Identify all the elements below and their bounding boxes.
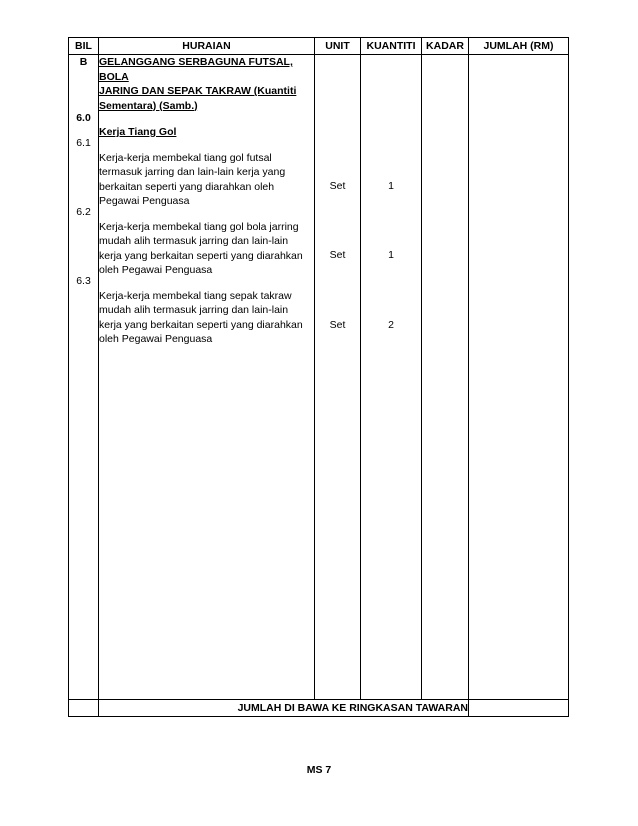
item-quantity: 1 (388, 249, 394, 261)
header-jumlah: JUMLAH (RM) (469, 38, 569, 55)
item-description-line: oleh Pegawai Penguasa (99, 333, 213, 345)
item-description-line: termasuk jarring dan lain-lain kerja yang (99, 166, 286, 178)
total-carried-label: JUMLAH DI BAWA KE RINGKASAN TAWARAN (99, 700, 469, 717)
header-unit: UNIT (315, 38, 361, 55)
item-bil: 6.2 (76, 206, 91, 218)
section-title-line: Sementara) (Samb.) (99, 99, 198, 112)
item-unit: Set (329, 249, 346, 261)
item-description-line: Pegawai Penguasa (99, 195, 190, 207)
jumlah-column (469, 55, 569, 700)
section-bil: B (79, 56, 88, 68)
total-row-bil-cell (69, 700, 99, 717)
item-unit: Set (329, 179, 346, 192)
item-unit: Set (329, 318, 346, 331)
total-amount-cell (469, 700, 569, 717)
item-description-line: mudah alih termasuk jarring dan lain-lain (99, 304, 289, 316)
header-huraian: HURAIAN (99, 38, 315, 55)
total-row (69, 700, 569, 717)
page-number: MS 7 (306, 764, 332, 776)
subsection-bil: 6.0 (76, 111, 91, 124)
item-description-line: kerja yang berkaitan seperti yang diarahkan (99, 318, 303, 331)
header-kadar: KADAR (422, 38, 469, 55)
section-title-line: GELANGGANG SERBAGUNA FUTSAL, BOLA (99, 56, 293, 83)
item-description-line: berkaitan seperti yang diarahkan oleh (99, 180, 275, 193)
header-bil: BIL (69, 38, 99, 55)
kuantiti-column (361, 55, 422, 700)
item-description-line: Kerja-kerja membekal tiang gol bola jarring (99, 220, 299, 233)
subsection-title: Kerja Tiang Gol (99, 126, 177, 138)
item-quantity: 1 (388, 179, 394, 192)
bill-of-quantities-table (68, 37, 569, 717)
unit-column (315, 55, 361, 700)
huraian-column (99, 55, 315, 700)
table-body-row (69, 55, 569, 700)
item-description-line: Kerja-kerja membekal tiang sepak takraw (99, 289, 292, 302)
item-bil: 6.3 (76, 275, 91, 287)
item-quantity: 2 (388, 318, 394, 331)
item-bil: 6.1 (76, 137, 91, 149)
table-header-row (69, 38, 569, 55)
bil-column (69, 55, 99, 700)
item-description-line: kerja yang berkaitan seperti yang diarahkan (99, 249, 303, 262)
section-title-line: JARING DAN SEPAK TAKRAW (Kuantiti (99, 85, 297, 97)
boq-sheet (68, 37, 568, 716)
header-kuantiti: KUANTITI (361, 38, 422, 55)
item-description-line: mudah alih termasuk jarring dan lain-lain (99, 235, 289, 247)
item-description-line: Kerja-kerja membekal tiang gol futsal (99, 151, 272, 164)
item-description-line: oleh Pegawai Penguasa (99, 264, 213, 276)
kadar-column (422, 55, 469, 700)
